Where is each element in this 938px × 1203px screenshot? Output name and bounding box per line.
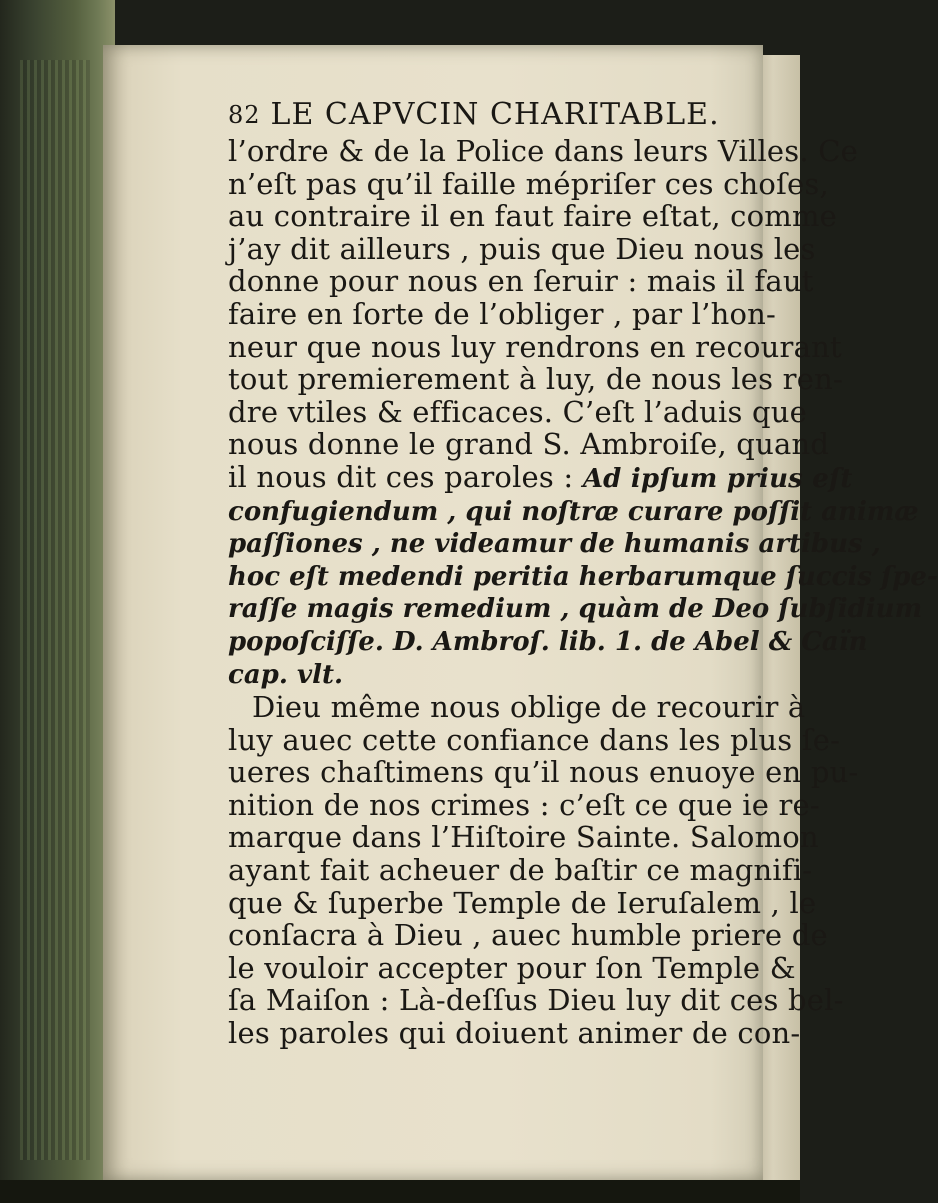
text-line [228, 820, 819, 855]
text-line [228, 561, 938, 594]
text-line-content: l’ordre & de la Police dans leurs Villes. Ce [228, 134, 858, 168]
text-line [228, 593, 923, 626]
text-line [228, 264, 814, 299]
text-line [228, 496, 919, 529]
page-text [228, 95, 938, 1051]
text-line [228, 231, 816, 266]
running-head-title: LE CAPVCIN CHARITABLE. [270, 97, 720, 132]
text-line-content: n’eſt pas qu’il faille mépriſer ces choſes, [228, 166, 829, 201]
text-line [228, 427, 830, 462]
text-line [228, 329, 842, 364]
text-line-content: luy auec cette confiance dans les plus ſe- [228, 722, 841, 757]
text-line [228, 199, 838, 234]
text-line [228, 296, 776, 331]
text-line [228, 722, 841, 757]
text-line-content: conſacra à Dieu , auec humble priere de [228, 918, 828, 953]
text-line [228, 787, 820, 822]
text-line-content: ayant fait acheuer de baſtir ce magnifi- [228, 853, 813, 888]
text-line [228, 134, 858, 168]
text-line-content: donne pour nous en ſeruir : mais il faut [228, 264, 814, 299]
text-line-content: Dieu même nous oblige de recourir à [252, 690, 806, 725]
book-binding [0, 0, 115, 1203]
text-line-content: confugiendum , qui noſtræ curare poſſit animæ [228, 496, 919, 527]
text-line [228, 755, 859, 790]
text-line-content: ueres chaſtimens qu’il nous enuoye en pu- [228, 755, 859, 790]
text-line-content: il nous dit ces paroles : [228, 459, 583, 494]
text-line [228, 659, 748, 692]
text-line-content: popoſciſſe. D. Ambroſ. lib. 1. de Abel & Caïn [228, 626, 868, 657]
latin-quote-start: Ad ipſum prius eſt [582, 463, 853, 494]
text-line-content: hoc eſt medendi peritia herbarumque ſuccis ſpe- [228, 561, 938, 592]
page-number: 82 [228, 101, 261, 129]
running-header [228, 95, 748, 135]
text-line-content: les paroles qui doiuent animer de con- [228, 1016, 801, 1051]
text-line-content: faire en ſorte de l’obliger , par l’hon- [228, 296, 776, 331]
text-line [228, 459, 853, 496]
text-line [228, 853, 813, 888]
background-edge [0, 1180, 800, 1203]
text-line-content: nition de nos crimes : c’eſt ce que ie re- [228, 787, 820, 822]
text-line-content: au contraire il en faut faire eſtat, comme [228, 199, 838, 234]
text-line-content: raſſe magis remedium , quàm de Deo ſubſidium [228, 594, 923, 625]
text-line-content: que & ſuperbe Temple de Ieruſalem , le [228, 885, 817, 920]
text-line [228, 690, 806, 725]
text-line [228, 983, 844, 1018]
text-line-content: le vouloir accepter pour ſon Temple & [228, 950, 796, 985]
text-line-content: nous donne le grand S. Ambroiſe, quand [228, 427, 830, 462]
text-line-content: neur que nous luy rendrons en recourant [228, 329, 842, 364]
text-line [228, 166, 829, 201]
text-line-content: paſſiones , ne videamur de humanis artibus , [228, 529, 881, 560]
text-line [228, 362, 843, 397]
text-line-content: tout premierement à luy, de nous les ren- [228, 362, 843, 397]
text-line [228, 394, 808, 429]
text-line [228, 528, 881, 561]
text-line-content: j’ay dit ailleurs , puis que Dieu nous les [228, 231, 816, 266]
text-line [228, 950, 796, 985]
text-line [228, 626, 868, 659]
text-line-content: ſa Maiſon : Là-deſſus Dieu luy dit ces bel- [228, 983, 844, 1018]
text-line-content: dre vtiles & efficaces. C’eſt l’aduis que [228, 394, 808, 429]
text-line [228, 1016, 801, 1051]
text-line [228, 885, 817, 920]
text-line-content: cap. vlt. [228, 659, 344, 690]
body-text [228, 134, 938, 1051]
text-line-content: marque dans l’Hiſtoire Sainte. Salomon [228, 820, 819, 855]
text-line [228, 918, 828, 953]
